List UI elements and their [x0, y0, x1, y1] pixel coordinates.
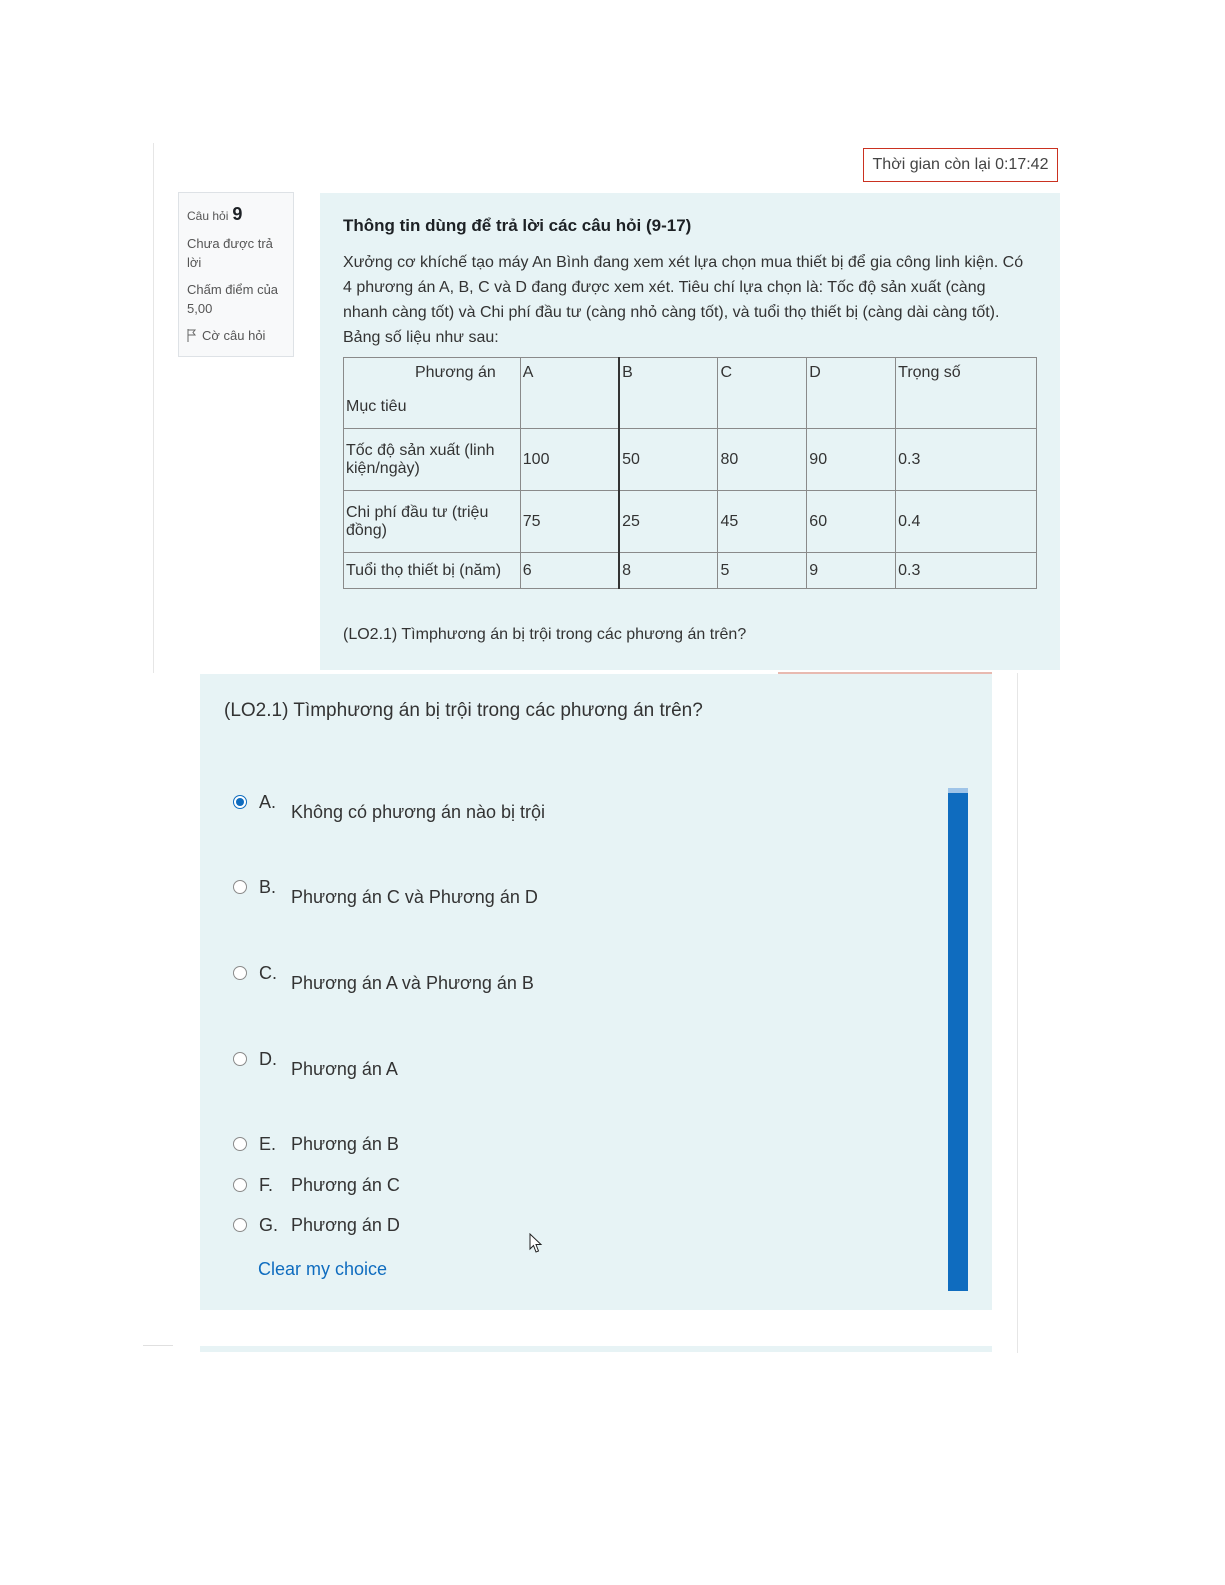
- data-table: [343, 357, 1037, 589]
- option-letter: E.: [259, 1134, 277, 1154]
- next-question-panel-edge: [200, 1346, 992, 1352]
- table-cell: 9: [807, 553, 896, 589]
- table-cell: 100: [520, 429, 619, 491]
- radio-option-b[interactable]: [233, 880, 247, 894]
- info-question-text: (LO2.1) Tìmphương án bị trội trong các phương án trên?: [343, 626, 747, 643]
- question-number-value: 9: [232, 204, 243, 224]
- table-cell: 0.3: [896, 553, 1037, 589]
- radio-option-e[interactable]: [233, 1137, 247, 1151]
- table-row: [344, 553, 1037, 589]
- mouse-cursor-icon: [529, 1233, 543, 1255]
- flag-question-label: Cờ câu hỏi: [202, 328, 266, 343]
- answer-question-text: (LO2.1) Tìmphương án bị trội trong các phương án trên?: [224, 700, 703, 721]
- header-muc-tieu: Mục tiêu: [346, 398, 407, 415]
- table-cell: 90: [807, 429, 896, 491]
- info-title: Thông tin dùng để trả lời các câu hỏi (9-17): [343, 216, 692, 235]
- table-cell: 50: [619, 429, 718, 491]
- option-d[interactable]: [233, 1049, 398, 1080]
- row-label: Tuổi thọ thiết bị (năm): [344, 553, 521, 589]
- row-label: Tốc độ sản xuất (linh kiện/ngày): [344, 429, 521, 491]
- option-text: Phương án C và Phương án D: [291, 887, 538, 907]
- table-cell: 60: [807, 491, 896, 553]
- scrollbar-thumb[interactable]: [948, 788, 968, 1291]
- page-right-border: [1017, 673, 1018, 1353]
- option-e[interactable]: [233, 1134, 399, 1155]
- question-grade: Chấm điểm của 5,00: [187, 282, 279, 316]
- option-text: Phương án A: [291, 1059, 398, 1079]
- option-letter: G.: [259, 1215, 279, 1235]
- option-letter: F.: [259, 1175, 274, 1195]
- column-header: D: [807, 358, 896, 429]
- radio-option-a[interactable]: [233, 795, 247, 809]
- info-paragraph: Xưởng cơ khíchế tạo máy An Bình đang xem xét lựa chọn mua thiết bị để gia công linh kiện. Có 4 phương án A, B, C và D đang được xem xét. Tiêu chí lựa chọn là: Tốc độ sản xuất (càng nhanh càng tốt) và Chi phí đầu tư (càng nhỏ càng tốt), và tuổi thọ thiết bị (càng dài càng tốt). Bảng số liệu như sau:: [343, 254, 1024, 346]
- radio-option-c[interactable]: [233, 966, 247, 980]
- option-c[interactable]: [233, 963, 534, 994]
- scrollbar-top-edge: [948, 788, 968, 793]
- option-text: Phương án A và Phương án B: [291, 973, 534, 993]
- next-section-border: [143, 1345, 173, 1346]
- table-cell: 75: [520, 491, 619, 553]
- option-letter: A.: [259, 792, 277, 812]
- page-left-border: [153, 143, 154, 673]
- option-letter: C.: [259, 963, 277, 983]
- table-cell: 0.3: [896, 429, 1037, 491]
- option-letter: D.: [259, 1049, 277, 1069]
- table-cell: 80: [718, 429, 807, 491]
- clear-choice-link[interactable]: Clear my choice: [258, 1259, 388, 1279]
- table-cell: 5: [718, 553, 807, 589]
- option-text: Phương án D: [291, 1215, 400, 1235]
- question-number-label: Câu hỏi: [187, 209, 229, 223]
- table-cell: 45: [718, 491, 807, 553]
- table-header-row: [344, 358, 1037, 429]
- table-cell: 8: [619, 553, 718, 589]
- table-corner-cell: [344, 358, 521, 429]
- option-a[interactable]: [233, 792, 545, 823]
- option-letter: B.: [259, 877, 277, 897]
- option-text: Không có phương án nào bị trội: [291, 802, 546, 822]
- option-text: Phương án C: [291, 1175, 400, 1195]
- table-cell: 6: [520, 553, 619, 589]
- timer-box: [863, 148, 1058, 182]
- radio-option-f[interactable]: [233, 1178, 247, 1192]
- timer-label: Thời gian còn lại 0:17:42: [872, 156, 1049, 173]
- table-cell: 0.4: [896, 491, 1037, 553]
- question-number: [187, 205, 285, 226]
- table-cell: 25: [619, 491, 718, 553]
- option-b[interactable]: [233, 877, 538, 908]
- column-header: B: [619, 358, 718, 429]
- option-g[interactable]: [233, 1215, 400, 1236]
- header-phuong-an: Phương án: [414, 364, 496, 381]
- option-text: Phương án B: [291, 1134, 399, 1154]
- radio-option-d[interactable]: [233, 1052, 247, 1066]
- option-f[interactable]: [233, 1175, 400, 1196]
- row-label: Chi phí đầu tư (triệu đồng): [344, 491, 521, 553]
- column-header: A: [520, 358, 619, 429]
- column-header: Trọng số: [896, 358, 1037, 429]
- column-header: C: [718, 358, 807, 429]
- question-info-block: [178, 192, 294, 357]
- radio-option-g[interactable]: [233, 1218, 247, 1232]
- question-status: Chưa được trả lời: [187, 236, 273, 270]
- table-row: [344, 429, 1037, 491]
- table-row: [344, 491, 1037, 553]
- flag-question-button[interactable]: [187, 326, 285, 345]
- flag-icon: [187, 329, 197, 342]
